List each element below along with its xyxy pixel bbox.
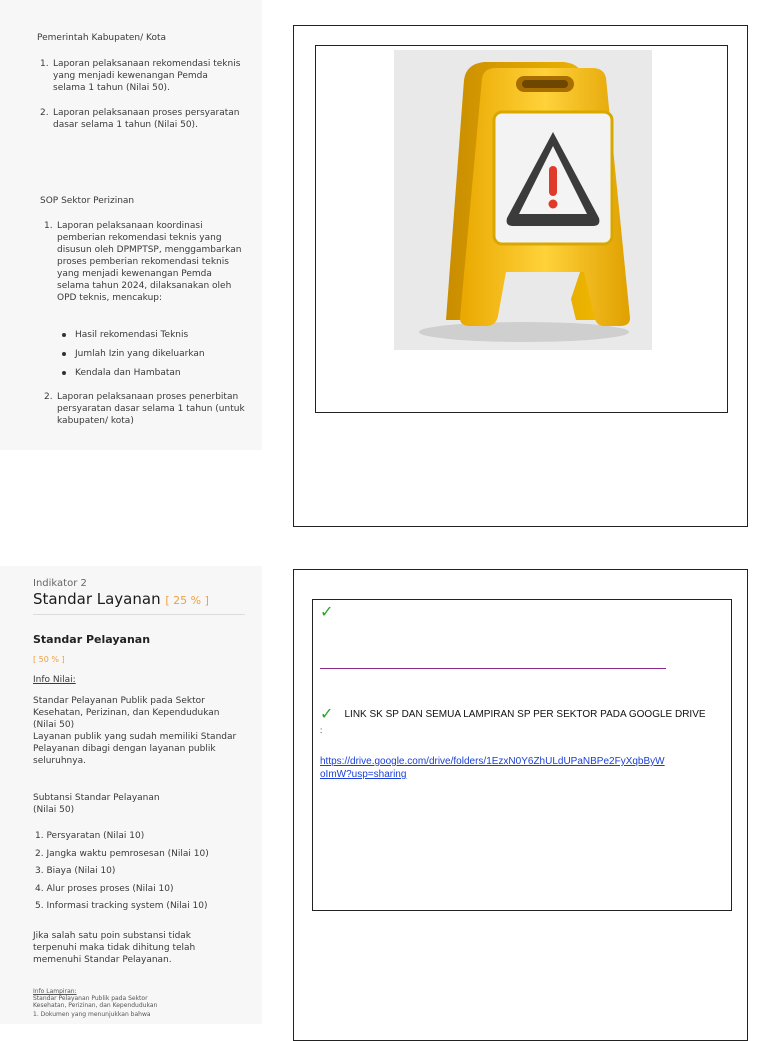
horizontal-rule [320,668,666,669]
condition-paragraph [33,930,195,966]
list-item: 3. Biaya (Nilai 10) [35,866,116,876]
text-line: Standar Pelayanan Publik pada Sektor [33,696,205,706]
section-title [33,590,209,608]
link-line: https://drive.google.com/drive/folders/1EzxN0Y6ZhULdUPaNBPe2FyXqbByW [320,756,665,767]
substansi-list [35,830,209,918]
list-line: Laporan pelaksanaan proses penerbitan [57,392,239,402]
bullet-text: Hasil rekomendasi Teknis [75,330,189,340]
bottom-right-frame [293,569,748,1041]
list-item: 1. Persyaratan (Nilai 10) [35,831,145,841]
text-line: memenuhi Standar Pelayanan. [33,955,172,965]
list-line: selama 1 tahun (Nilai 50). [53,83,170,93]
text-line: Jika salah satu poin substansi tidak [33,931,192,941]
list-line: Laporan pelaksanaan proses persyaratan [53,108,240,118]
bullet-text: Jumlah Izin yang dikeluarkan [75,349,205,359]
sop-list-item-1 [44,220,259,304]
list-line: disusun oleh DPMPTSP, menggambarkan [57,245,242,255]
text-line: Layanan publik yang sudah memiliki Standar [33,732,237,742]
gov-list-item-2 [40,107,260,131]
text-line: Pelayanan dibagi dengan layanan publik [33,744,216,754]
colon-text: : [320,726,323,735]
list-line: OPD teknis, mencakup: [57,293,163,303]
list-item: 4. Alur proses proses (Nilai 10) [35,884,174,894]
checkmark-icon: ✓ [320,602,334,621]
info-paragraph [33,695,258,767]
text-line: 1. Dokumen yang menunjukkan bahwa [33,1011,151,1018]
substansi-heading [33,792,160,816]
lampiran-label: Info Lampiran: [33,988,77,995]
bullet-item [62,348,205,360]
list-line: yang menjadi kewenangan Pemda [53,71,208,81]
list-line: yang menjadi kewenangan Pemda [57,269,212,279]
indicator-label: Indikator 2 [33,578,87,589]
info-nilai-label: Info Nilai: [33,675,76,685]
bullet-dot [62,333,66,337]
bullet-item [62,367,181,379]
sop-heading: SOP Sektor Perizinan [40,196,135,206]
text-line: (Nilai 50) [33,805,75,815]
bullet-dot [62,371,66,375]
content-box [312,599,732,911]
list-line: Laporan pelaksanaan koordinasi [57,221,203,231]
list-number: 2. [44,392,53,402]
list-line: dasar selama 1 tahun (Nilai 50). [53,120,198,130]
list-line: persyaratan dasar selama 1 tahun (untuk [57,404,245,414]
image-frame [315,45,728,413]
list-line: proses pemberian rekomendasi teknis [57,257,229,267]
text-line: Kesehatan, Perizinan, dan Kependudukan [33,1002,158,1009]
link-heading-text: LINK SK SP DAN SEMUA LAMPIRAN SP PER SEKTOR PADA GOOGLE DRIVE [344,709,706,720]
list-item: 2. Jangka waktu pemrosesan (Nilai 10) [35,849,209,859]
bullet-text: Kendala dan Hambatan [75,368,181,378]
text-line: seluruhnya. [33,756,86,766]
list-line: pemberian rekomendasi teknis yang [57,233,222,243]
top-left-panel [0,0,262,450]
text-line: Subtansi Standar Pelayanan [33,793,160,803]
subsection-percent: [ 50 % ] [33,655,65,664]
subsection-title: Standar Pelayanan [33,633,151,646]
bullet-dot [62,352,66,356]
list-number: 1. [40,59,49,69]
government-heading: Pemerintah Kabupaten/ Kota [37,33,167,43]
bottom-left-panel [0,566,262,1024]
title-text: Standar Layanan [33,590,161,608]
list-line: kabupaten/ kota) [57,416,134,426]
link-heading [320,704,706,723]
list-line: selama tahun 2024, dilaksanakan oleh [57,281,232,291]
list-number: 1. [44,221,53,231]
list-line: Laporan pelaksanaan rekomendasi teknis [53,59,241,69]
text-line: (Nilai 50) [33,720,75,730]
text-line: Kesehatan, Perizinan, dan Kependudukan [33,708,220,718]
title-percent: [ 25 % ] [165,594,209,607]
list-number: 2. [40,108,49,118]
google-drive-link[interactable] [320,755,728,781]
text-line: terpenuhi maka tidak dihitung telah [33,943,196,953]
gov-list-item-1 [40,58,260,94]
lampiran-block [33,988,157,1018]
caution-floor-sign-icon [394,50,652,350]
sop-list-item-2 [44,391,262,427]
list-item: 5. Informasi tracking system (Nilai 10) [35,901,208,911]
bullet-item [62,329,188,341]
checkmark-icon: ✓ [320,704,334,723]
link-line: oImW?usp=sharing [320,769,407,780]
top-right-frame [293,25,748,527]
warning-sign-image [394,50,652,350]
text-line: Standar Pelayanan Publik pada Sektor [33,995,148,1002]
divider [33,614,245,615]
